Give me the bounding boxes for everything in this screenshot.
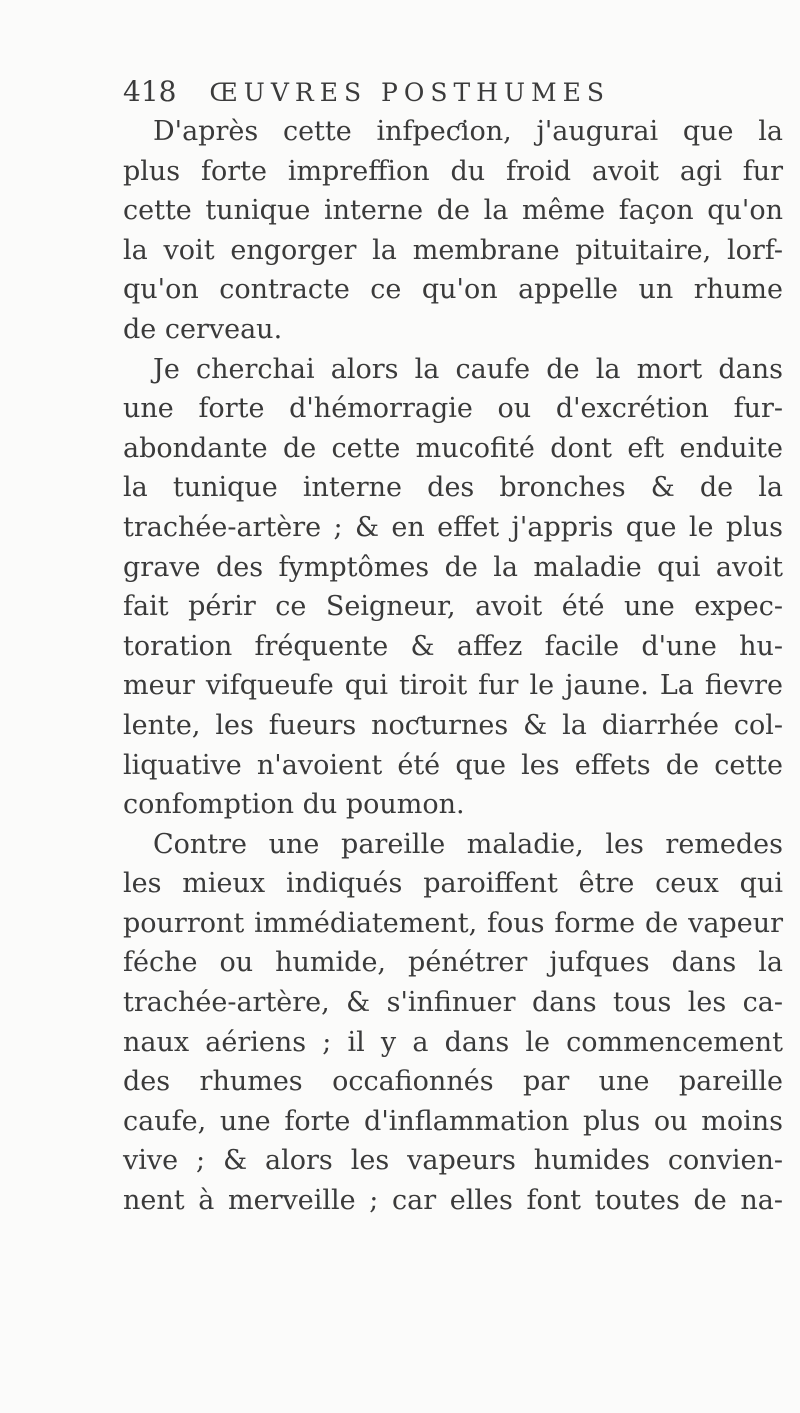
paragraph	[123, 825, 783, 1221]
paragraph	[123, 112, 783, 350]
text-line: Je cherchai alors la caufe de la mort dans	[153, 353, 783, 385]
text-line: D'après cette infpeƈion, j'augurai que la	[153, 116, 783, 147]
text-line: naux aériens ; il y a dans le commencement	[123, 1026, 783, 1058]
text-line: vive ; & alors les vapeurs humides convien-	[123, 1145, 783, 1177]
running-title: ŒUVRES POSTHUMES	[209, 78, 611, 107]
text-line: qu'on contracte ce qu'on appelle un rhume	[123, 274, 783, 306]
text-line: trachée-artère, & s'infinuer dans tous les ca-	[123, 987, 783, 1019]
text-line: grave des fymptômes de la maladie qui avoit	[123, 551, 783, 583]
text-line: caufe, une forte d'inflammation plus ou moins	[123, 1105, 783, 1137]
text-line: liquative n'avoient été que les effets de cette	[123, 749, 783, 781]
text-line: Contre une pareille maladie, les remedes	[153, 828, 783, 860]
text-line: la tunique interne des bronches & de la	[123, 472, 783, 504]
text-line: féche ou humide, pénétrer jufques dans la	[123, 947, 783, 979]
page-header	[123, 72, 723, 112]
text-line: meur vifqueufe qui tiroit fur le jaune. La fievre	[123, 670, 783, 702]
body-text	[123, 112, 783, 1221]
text-line: des rhumes occafionnés par une pareille	[123, 1066, 783, 1098]
text-line: trachée-artère ; & en effet j'appris que le plus	[123, 511, 783, 543]
text-line: confomption du poumon.	[123, 789, 465, 821]
text-line: fait périr ce Seigneur, avoit été une expec-	[123, 591, 783, 623]
text-line: de cerveau.	[123, 313, 283, 345]
text-line: lente, les fueurs noƈturnes & la diarrhée col-	[123, 709, 783, 741]
paragraph	[123, 350, 783, 825]
text-line: les mieux indiqués paroiffent être ceux qui	[123, 868, 783, 900]
text-line: nent à merveille ; car elles font toutes de na-	[123, 1185, 783, 1217]
text-line: la voit engorger la membrane pituitaire, lorf-	[123, 234, 783, 266]
text-line: toration fréquente & affez facile d'une hu-	[123, 630, 783, 662]
text-line: pourront immédiatement, fous forme de vapeur	[123, 907, 783, 939]
text-line: abondante de cette mucofité dont eft enduite	[123, 432, 783, 464]
text-line: plus forte impreffion du froid avoit agi fur	[123, 155, 783, 187]
text-line: une forte d'hémorragie ou d'excrétion fur-	[123, 393, 783, 425]
text-line: cette tunique interne de la même façon qu'on	[123, 195, 783, 227]
page-number: 418	[123, 75, 177, 108]
